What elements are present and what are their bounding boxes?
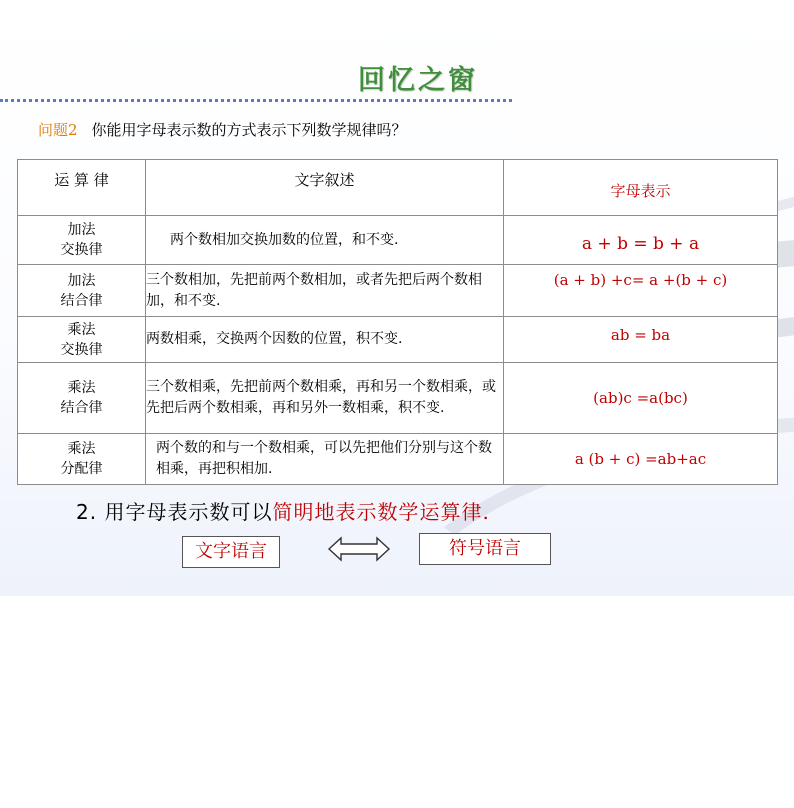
- symbolic-language-box: 符号语言: [419, 533, 551, 565]
- summary-prefix: 2. 用字母表示数可以: [76, 500, 273, 524]
- law-description: 两个数相加交换加数的位置，和不变.: [146, 216, 504, 265]
- law-name-line2: 结合律: [60, 292, 103, 309]
- law-formula: (a + b) +c= a +(b + c): [504, 265, 778, 317]
- law-name-line2: 交换律: [60, 341, 103, 358]
- law-name: [18, 265, 146, 317]
- table-row: [18, 434, 778, 485]
- table-row: [18, 216, 778, 265]
- table-header-row: [18, 160, 778, 216]
- table-row: [18, 363, 778, 434]
- question-line: [38, 119, 407, 140]
- double-arrow-icon: [327, 536, 391, 562]
- header-law: 运 算 律: [18, 160, 146, 216]
- law-name-line2: 分配律: [60, 461, 103, 477]
- header-formula: 字母表示: [504, 160, 778, 216]
- summary-statement: [76, 496, 490, 525]
- table-row: [18, 265, 778, 317]
- law-name-line1: 乘法: [67, 321, 96, 338]
- law-name: [18, 216, 146, 265]
- law-name-line1: 加法: [67, 272, 96, 289]
- header-description: 文字叙述: [146, 160, 504, 216]
- law-formula: ab = ba: [504, 317, 778, 363]
- question-text: 你能用字母表示数的方式表示下列数学规律吗？: [91, 121, 407, 139]
- law-description: 三个数相乘，先把前两个数相乘，再和另一个数相乘，或先把后两个数相乘，再和另外一数相乘，积不变.: [146, 363, 504, 434]
- law-formula: a (b + c) =ab+ac: [504, 434, 778, 485]
- law-name-line2: 结合律: [60, 400, 103, 416]
- title-divider: [0, 99, 512, 102]
- law-name-line1: 乘法: [67, 441, 96, 457]
- law-description: 三个数相加，先把前两个数相加，或者先把后两个数相加，和不变.: [146, 265, 504, 317]
- law-description: 两数相乘，交换两个因数的位置，积不变.: [146, 317, 504, 363]
- law-name: [18, 434, 146, 485]
- law-name-line1: 乘法: [67, 380, 96, 396]
- law-formula: a + b = b + a: [504, 216, 778, 265]
- laws-table: [17, 159, 778, 485]
- table-row: [18, 317, 778, 363]
- law-formula: (ab)c =a(bc): [504, 363, 778, 434]
- law-description: 两个数的和与一个数相乘，可以先把他们分别与这个数相乘，再把积相加.: [146, 434, 504, 485]
- summary-highlight: 简明地表示数学运算律.: [272, 500, 490, 524]
- law-name: [18, 363, 146, 434]
- law-name-line1: 加法: [67, 222, 96, 238]
- slide-title: 回忆之窗: [358, 65, 478, 96]
- law-name-line2: 交换律: [60, 242, 103, 258]
- law-name: [18, 317, 146, 363]
- question-label: 问题2: [38, 121, 78, 139]
- verbal-language-box: 文字语言: [182, 536, 280, 568]
